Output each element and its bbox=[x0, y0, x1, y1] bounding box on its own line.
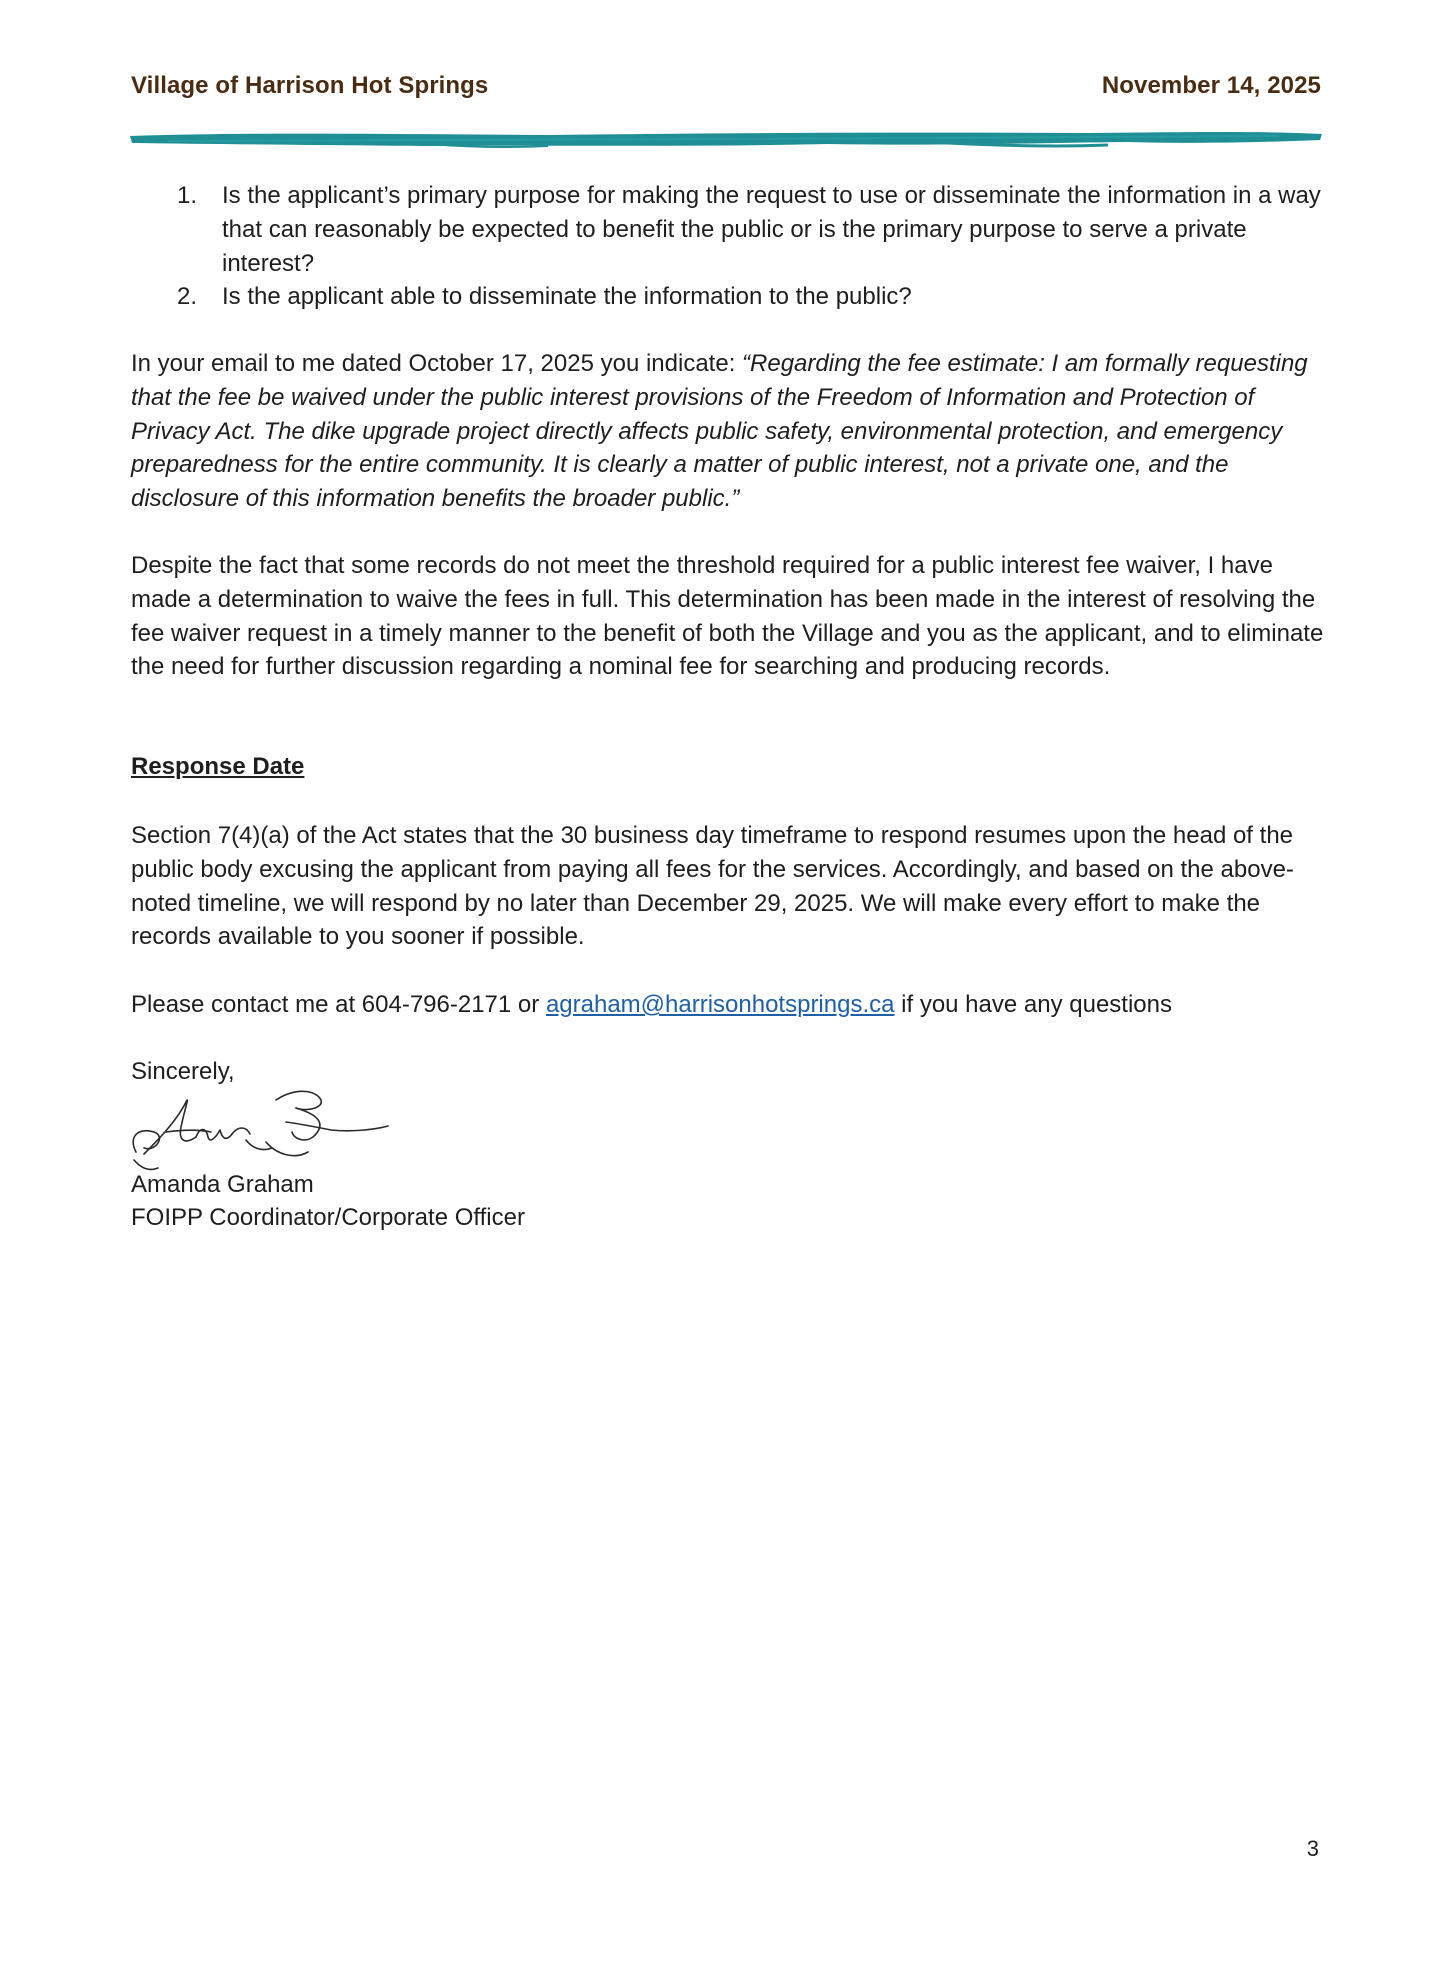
header-date: November 14, 2025 bbox=[1101, 72, 1321, 99]
list-item bbox=[131, 179, 1327, 280]
list-item-text: Is the applicant’s primary purpose for making the request to use or disseminate the information in a way that can reasonably be expected to benefit the public or is the primary purpose to serve a private interest? bbox=[222, 182, 1321, 277]
list-item-text: Is the applicant able to disseminate the information to the public? bbox=[222, 283, 912, 311]
list-item-number: 2. bbox=[177, 283, 198, 311]
signatory-title: FOIPP Coordinator/Corporate Officer bbox=[131, 1204, 525, 1231]
email-paragraph bbox=[131, 347, 1327, 516]
header-organization: Village of Harrison Hot Springs bbox=[131, 72, 489, 99]
page-number: 3 bbox=[1306, 1836, 1319, 1861]
email-link[interactable]: agraham@harrisonhotsprings.ca bbox=[545, 991, 895, 1018]
contact-suffix: if you have any questions bbox=[894, 991, 1172, 1018]
determination-paragraph bbox=[131, 549, 1327, 684]
list-item-number: 1. bbox=[177, 182, 198, 209]
applicant-quote: “Regarding the fee estimate: I am formally requesting that the fee be waived under the public interest provisions of the Freedom of Information and Protection of Privacy Act. The dike upgrade project directly affects public safety, environmental protection, and emergency preparedness for the entire community. It is clearly a matter of public interest, not a private one, and the disclosure of this information benefits the broader public.” bbox=[131, 350, 1308, 513]
contact-paragraph bbox=[131, 988, 1327, 1022]
signatory-name: Amanda Graham bbox=[131, 1171, 314, 1198]
determination-text: Despite the fact that some records do not meet the threshold required for a public interest fee waiver, I have made a determination to waive the fees in full. This determination has been made in the interest of resolving the fee waiver request in a timely manner to the benefit of both the Village and you as the applicant, and to eliminate the need for further discussion regarding a nominal fee for searching and producing records. bbox=[131, 552, 1324, 681]
email-paragraph-intro: In your email to me dated October 17, 2025 you indicate: bbox=[131, 350, 743, 377]
salutation: Sincerely, bbox=[131, 1058, 235, 1085]
list-item bbox=[131, 280, 1327, 314]
response-date-heading: Response Date bbox=[131, 753, 305, 780]
header-brush-stroke bbox=[128, 124, 1324, 154]
contact-prefix: Please contact me at 604-796-2171 or bbox=[131, 991, 546, 1018]
criteria-list bbox=[131, 179, 1327, 314]
response-paragraph bbox=[131, 819, 1327, 954]
response-text: Section 7(4)(a) of the Act states that the 30 business day timeframe to respond resumes upon the head of the public body excusing the applicant from paying all fees for the services. Accordingly, and based on the above-noted timeline, we will respond by no later than December 29, 2025. We will make every effort to make the records available to you sooner if possible. bbox=[131, 822, 1294, 951]
